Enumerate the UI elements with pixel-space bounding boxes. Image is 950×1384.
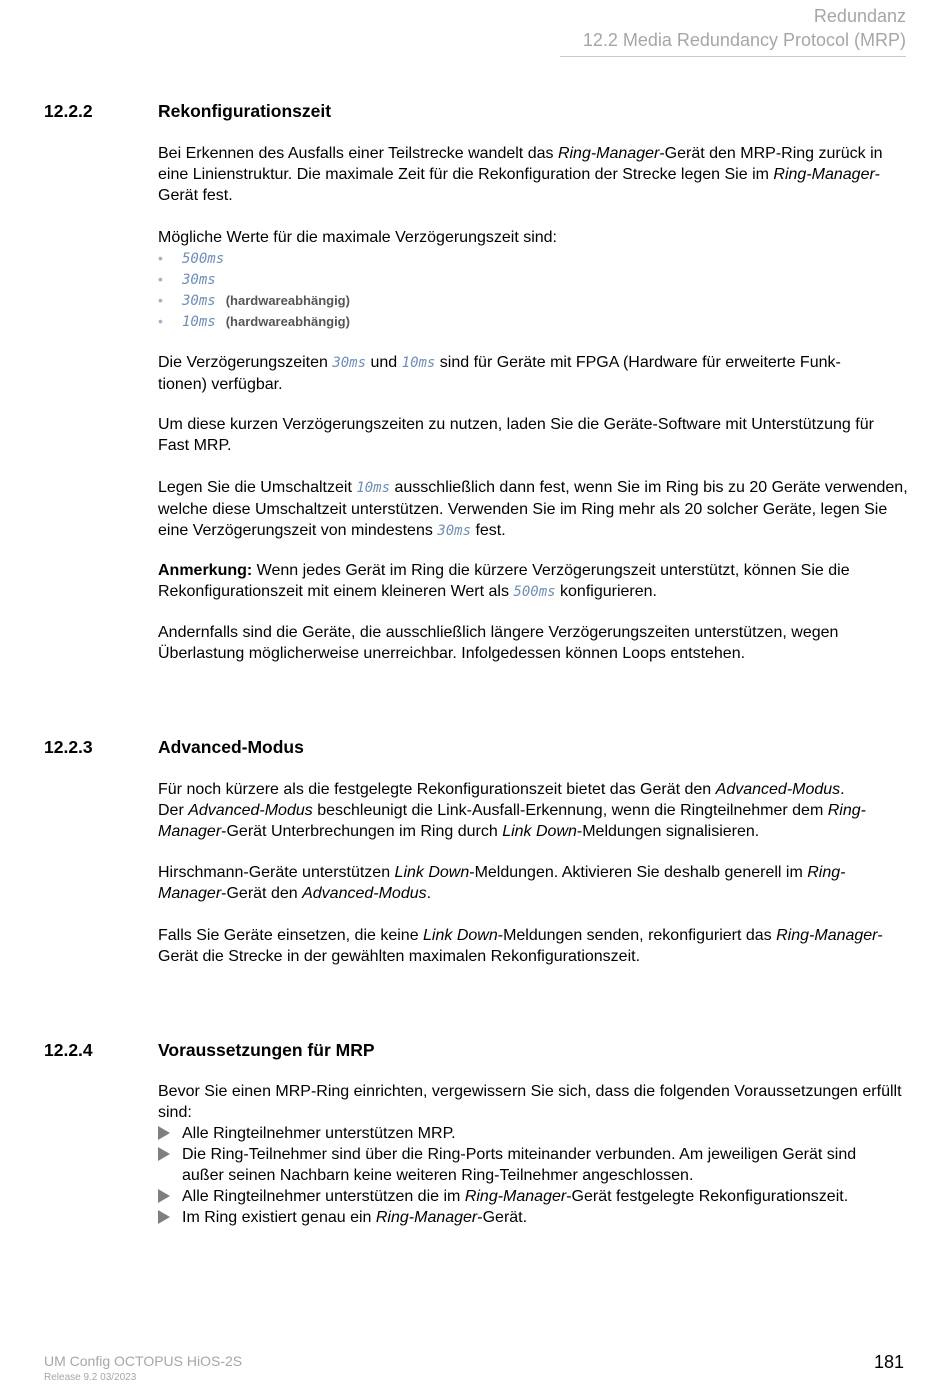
list-item: Alle Ringteilnehmer unterstützen die im Ring-Manager-Gerät festgelegte Rekonfigurationszeit. xyxy=(182,1188,849,1205)
footer-release: Release 9.2 03/2023 xyxy=(44,1372,137,1383)
section-title: Voraussetzungen für MRP xyxy=(158,1040,375,1060)
list-item: 10ms (hardwareabhängig) xyxy=(182,314,350,330)
triangle-bullet-icon xyxy=(158,1147,170,1161)
triangle-bullet-icon xyxy=(158,1126,170,1140)
list-item: Die Ring-Teilnehmer sind über die Ring-Ports miteinander verbunden. Am jeweiligen Gerät sind außer seinen Nachbarn keine weiteren Ring-Teilnehmer angeschlossen. xyxy=(182,1146,857,1184)
note-label: Anmerkung: xyxy=(158,562,253,579)
section-number: 12.2.2 xyxy=(44,101,93,121)
paragraph: Bevor Sie einen MRP-Ring einrichten, vergewissern Sie sich, dass die folgenden Voraussetzungen erfüllt sind: xyxy=(158,1083,902,1121)
list-item: Alle Ringteilnehmer unterstützen MRP. xyxy=(182,1125,456,1142)
paragraph: Die Verzögerungszeiten 30ms und 10ms sind für Geräte mit FPGA (Hardware für erweiterte Funk- tionen) verfügbar. xyxy=(158,354,841,393)
paragraph: Für noch kürzere als die festgelegte Rekonfigurationszeit bietet das Gerät den Advanced-Modus. Der Advanced-Modus beschleunigt die Link-Ausfall-Erkennung, wenn die Ringteilnehmer dem Ring-Manager-Gerät Unterbrechungen im Ring durch Link Down-Meldungen signalisieren. xyxy=(158,781,866,840)
bullet-dot: • xyxy=(158,292,163,308)
section-number: 12.2.4 xyxy=(44,1040,93,1060)
running-header xyxy=(583,4,906,52)
bullet-dot: • xyxy=(158,271,163,287)
header-divider xyxy=(560,56,906,57)
list-item: 500ms xyxy=(182,251,225,267)
paragraph: Mögliche Werte für die maximale Verzögerungszeit sind: xyxy=(158,229,557,246)
paragraph: Bei Erkennen des Ausfalls einer Teilstrecke wandelt das Ring-Manager-Gerät den MRP-Ring zurück in eine Linienstruktur. Die maximale Zeit für die Rekonfiguration der Strecke legen Sie im Ring-Manager-Gerät fest. xyxy=(158,145,883,204)
header-chapter: Redundanz xyxy=(813,6,906,26)
paragraph: Hirschmann-Geräte unterstützen Link Down-Meldungen. Aktivieren Sie deshalb generell im Ring-Manager-Gerät den Advanced-Modus. xyxy=(158,864,846,902)
paragraph: Legen Sie die Umschaltzeit 10ms ausschließlich dann fest, wenn Sie im Ring bis zu 20 Geräte verwenden, welche diese Umschaltzeit unterstützen. Verwenden Sie im Ring mehr als 20 solcher Geräte, legen Sie eine Verzögerungszeit von mindestens 30ms fest. xyxy=(158,479,908,539)
section-title: Rekonfigurationszeit xyxy=(158,101,332,121)
note-paragraph: Anmerkung: Wenn jedes Gerät im Ring die kürzere Verzögerungszeit unterstützt, können Sie die Rekonfigurationszeit mit einem kleineren Wert als 500ms konfigurieren. xyxy=(158,562,850,600)
section-title: Advanced-Modus xyxy=(158,737,304,757)
triangle-bullet-icon xyxy=(158,1210,170,1224)
footer-title: UM Config OCTOPUS HiOS-2S xyxy=(44,1353,243,1369)
triangle-bullet-icon xyxy=(158,1189,170,1203)
paragraph: Andernfalls sind die Geräte, die ausschließlich längere Verzögerungszeiten unterstützen, wegen Überlastung möglicherweise unerreichbar. Infolgedessen können Loops entstehen. xyxy=(158,624,839,662)
paragraph: Falls Sie Geräte einsetzen, die keine Link Down-Meldungen senden, rekonfiguriert das Ring-Manager-Gerät die Strecke in der gewählten maximalen Rekonfigurationszeit. xyxy=(158,927,883,965)
page-number: 181 xyxy=(873,1352,904,1372)
list-item: 30ms (hardwareabhängig) xyxy=(182,293,350,309)
bullet-dot: • xyxy=(158,250,163,266)
section-number: 12.2.3 xyxy=(44,737,93,757)
list-item: 30ms xyxy=(182,272,216,288)
paragraph: Um diese kurzen Verzögerungszeiten zu nutzen, laden Sie die Geräte-Software mit Unterstützung für Fast MRP. xyxy=(158,416,874,454)
header-section: 12.2 Media Redundancy Protocol (MRP) xyxy=(582,30,906,50)
bullet-dot: • xyxy=(158,313,163,329)
list-item: Im Ring existiert genau ein Ring-Manager-Gerät. xyxy=(182,1209,528,1226)
